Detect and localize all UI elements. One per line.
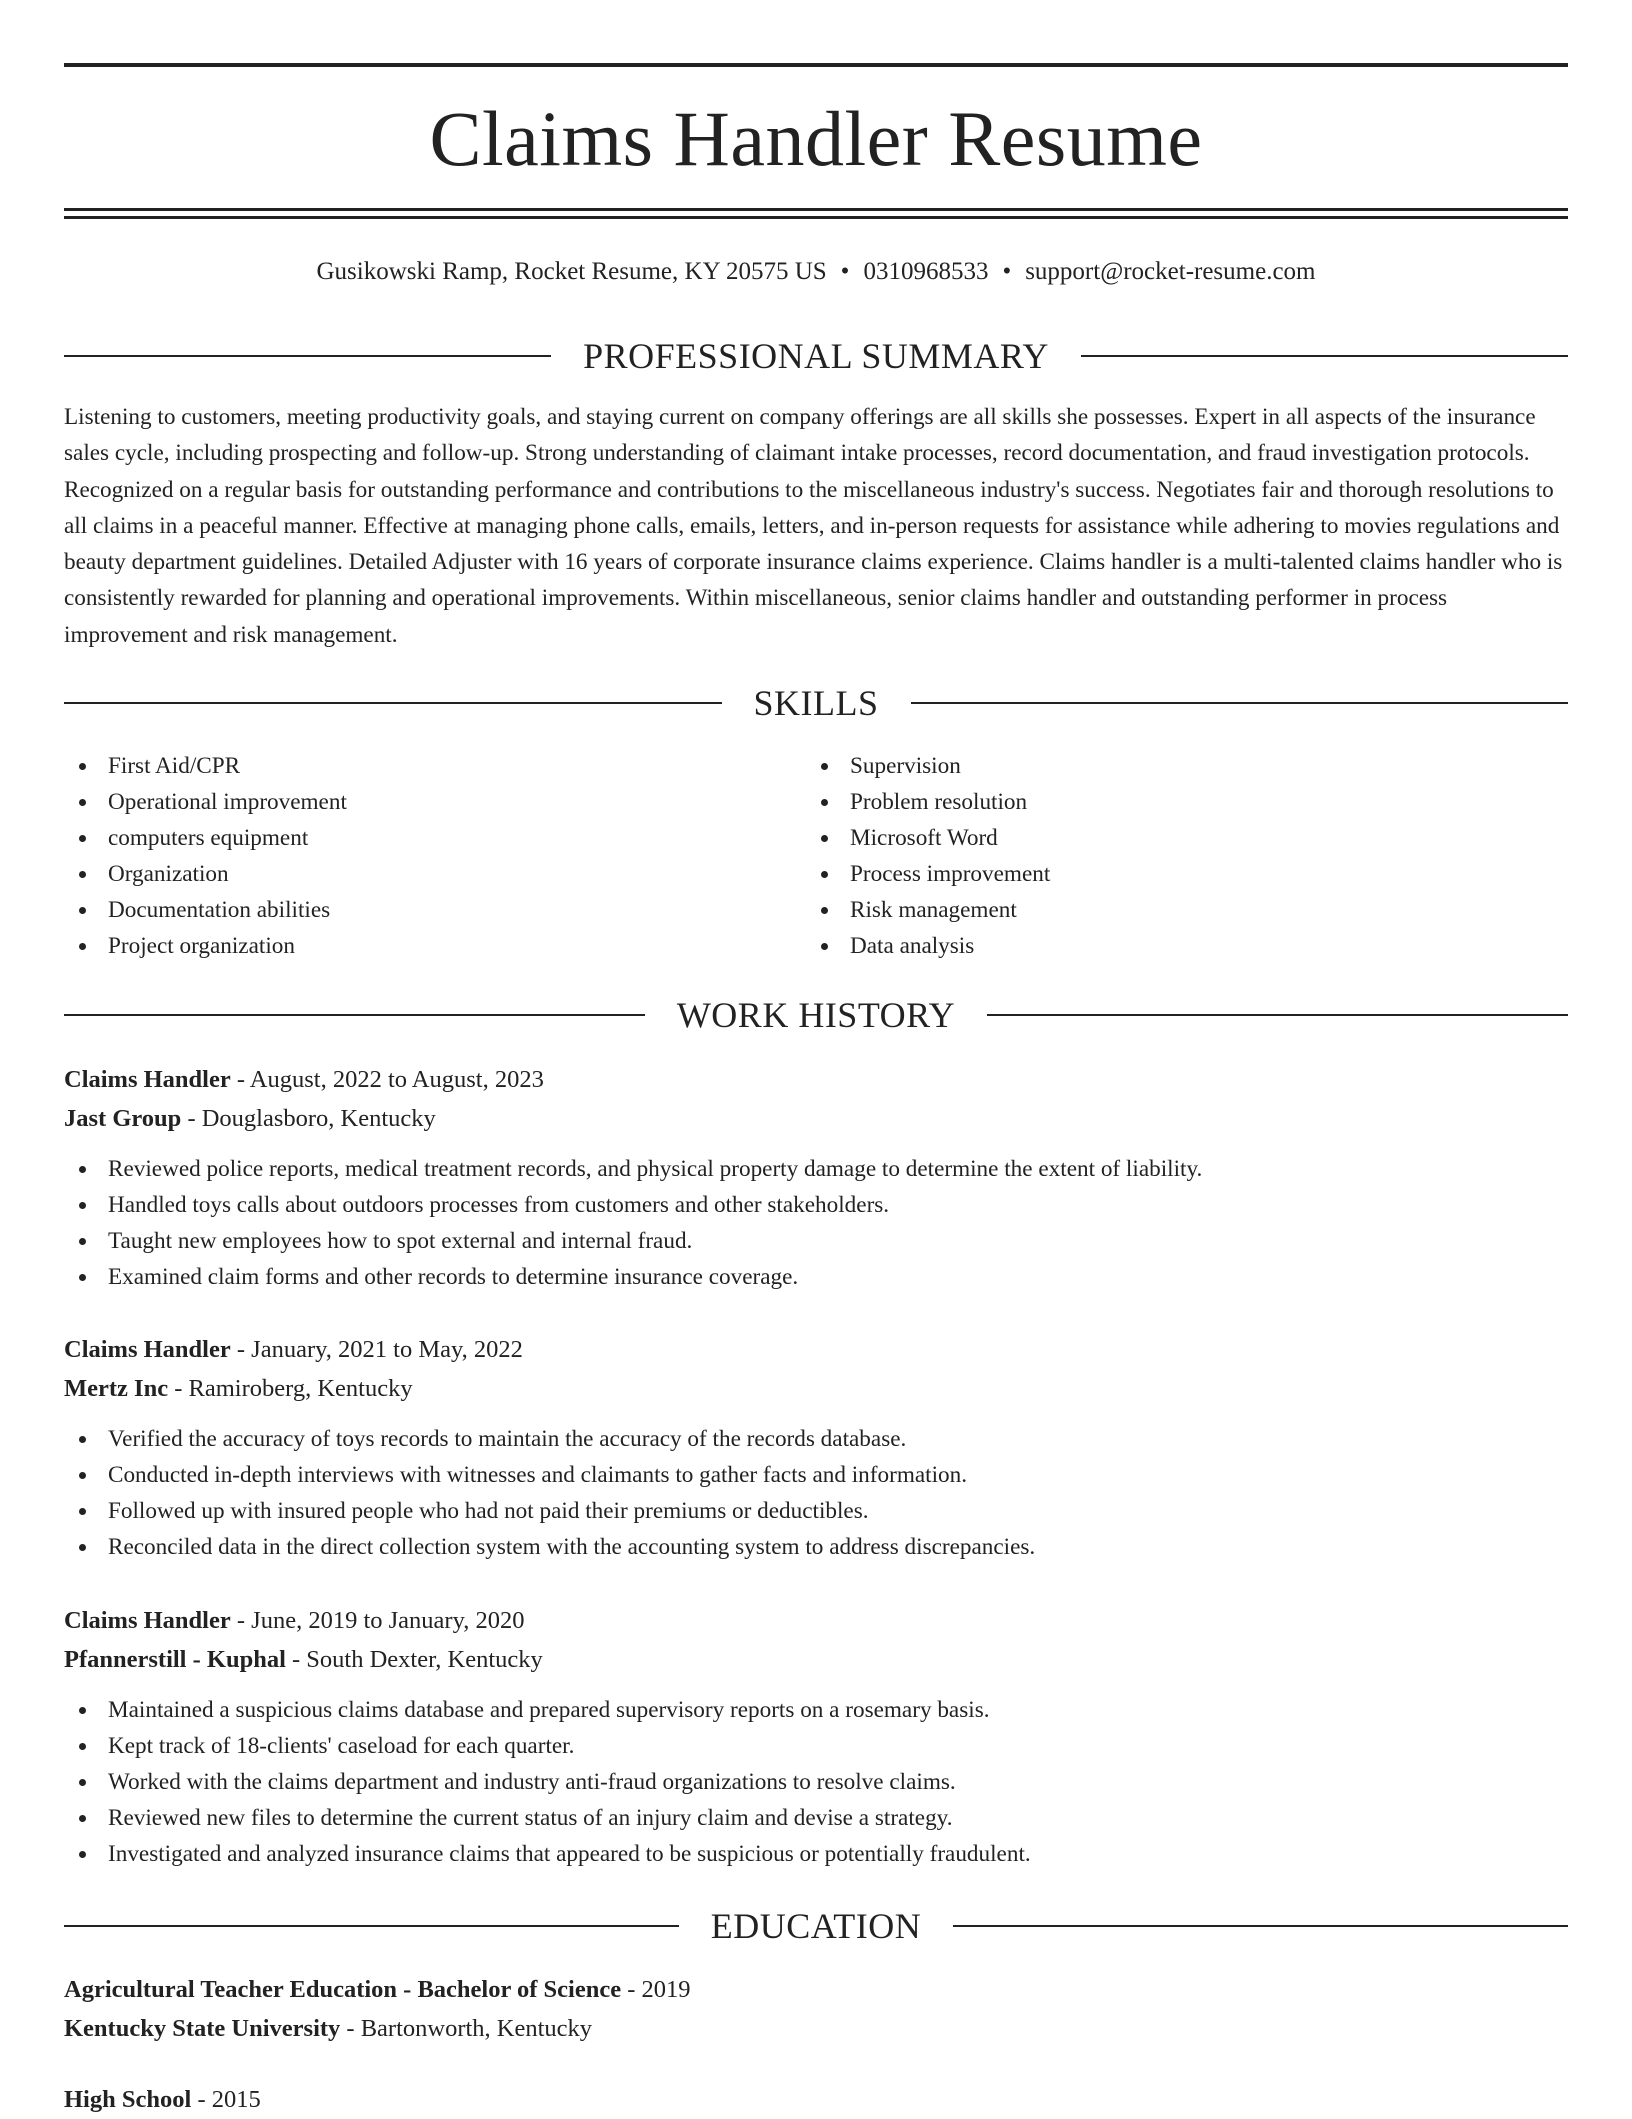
resume-title: Claims Handler Resume (429, 95, 1203, 182)
skills-list-right (806, 748, 1546, 964)
skill-item: Supervision (806, 748, 1546, 784)
section-heading-work-history (64, 993, 1568, 1037)
job-dates: - January, 2021 to May, 2022 (230, 1336, 523, 1363)
education-degree: High School (64, 2086, 192, 2113)
section-title: PROFESSIONAL SUMMARY (583, 336, 1049, 376)
job-bullet: Examined claim forms and other records to determine insurance coverage. (64, 1259, 1568, 1295)
education-degree: Agricultural Teacher Education - Bachelor of Science (64, 1976, 622, 2003)
section-title: WORK HISTORY (676, 995, 956, 1035)
skill-item: Operational improvement (64, 784, 804, 820)
job-bullet: Investigated and analyzed insurance claims that appeared to be suspicious or potentially fraudulent. (64, 1836, 1568, 1872)
section-heading-summary (64, 334, 1568, 378)
job-title-line (64, 1060, 1568, 1099)
skill-item: Organization (64, 856, 804, 892)
job-company-line (64, 1369, 1568, 1408)
skill-item: Documentation abilities (64, 892, 804, 928)
top-rule (64, 63, 1568, 67)
job-bullet: Worked with the claims department and industry anti-fraud organizations to resolve claims. (64, 1764, 1568, 1800)
skill-item: Microsoft Word (806, 820, 1546, 856)
summary-text: Listening to customers, meeting productivity goals, and staying current on company offerings are all skills she possesses. Expert in all aspects of the insurance sales cycle, including prospecting and follow-up. Strong understanding of claimant intake processes, record documentation, and fraud investigation protocols. Recognized on a regular basis for outstanding performance and contributions to the miscellaneous industry's success. Negotiates fair and thorough resolutions to all claims in a peaceful manner. Effective at managing phone calls, emails, letters, and in-person requests for assistance while adhering to movies regulations and beauty department guidelines. Detailed Adjuster with 16 years of corporate insurance claims experience. Claims handler is a multi-talented claims handler who is consistently rewarded for planning and operational improvements. Within miscellaneous, senior claims handler and outstanding performer in process improvement and risk management. (64, 404, 1563, 648)
job-bullet: Followed up with insured people who had not paid their premiums or deductibles. (64, 1493, 1568, 1529)
job-bullet: Maintained a suspicious claims database and prepared supervisory reports on a rosemary basis. (64, 1692, 1568, 1728)
job-dates: - June, 2019 to January, 2020 (230, 1607, 525, 1634)
heading-rule-left (64, 702, 722, 704)
section-title: SKILLS (753, 683, 879, 723)
skills-list-left (64, 748, 804, 964)
job-bullet: Handled toys calls about outdoors processes from customers and other stakeholders. (64, 1187, 1568, 1223)
job-dates: - August, 2022 to August, 2023 (230, 1066, 544, 1093)
education-school-line (64, 2009, 1568, 2048)
education-entry (64, 1970, 1568, 2048)
job-company: Mertz Inc (64, 1375, 169, 1402)
section-heading-education (64, 1904, 1568, 1948)
education-entry (64, 2080, 1568, 2119)
skill-item: Problem resolution (806, 784, 1546, 820)
heading-rule-right (1081, 355, 1568, 357)
heading-rule-left (64, 1925, 679, 1927)
heading-rule-right (987, 1014, 1568, 1016)
job-title: Claims Handler (64, 1066, 231, 1093)
skill-item: First Aid/CPR (64, 748, 804, 784)
job-title-line (64, 1330, 1568, 1369)
heading-rule-right (953, 1925, 1568, 1927)
education-degree-line (64, 2080, 1568, 2119)
job-bullet: Reviewed police reports, medical treatment records, and physical property damage to determine the extent of liability. (64, 1151, 1568, 1187)
contact-separator: • (840, 258, 850, 285)
job-bullets (64, 1151, 1568, 1295)
education-year: - 2019 (621, 1976, 691, 2003)
job-location: - South Dexter, Kentucky (285, 1646, 543, 1673)
section-title: EDUCATION (710, 1906, 922, 1946)
job-entry (64, 1601, 1568, 1872)
contact-email: support@rocket-resume.com (1025, 258, 1316, 285)
job-bullet: Reviewed new files to determine the current status of an injury claim and devise a strategy. (64, 1800, 1568, 1836)
job-company-line (64, 1640, 1568, 1679)
education-degree-line (64, 1970, 1568, 2009)
contact-phone: 0310968533 (863, 258, 989, 285)
education-location: - Bartonworth, Kentucky (340, 2015, 593, 2042)
contact-separator: • (1002, 258, 1012, 285)
job-bullet: Kept track of 18-clients' caseload for each quarter. (64, 1728, 1568, 1764)
job-title: Claims Handler (64, 1336, 231, 1363)
job-bullet: Taught new employees how to spot external and internal fraud. (64, 1223, 1568, 1259)
skill-item: Process improvement (806, 856, 1546, 892)
job-bullet: Verified the accuracy of toys records to maintain the accuracy of the records database. (64, 1421, 1568, 1457)
contact-address: Gusikowski Ramp, Rocket Resume, KY 20575 US (316, 258, 827, 285)
skill-item: Data analysis (806, 928, 1546, 964)
job-location: - Ramiroberg, Kentucky (168, 1375, 413, 1402)
job-company: Jast Group (64, 1105, 182, 1132)
contact-line (64, 254, 1568, 290)
education-school: Kentucky State University (64, 2015, 341, 2042)
skill-item: computers equipment (64, 820, 804, 856)
skill-item: Risk management (806, 892, 1546, 928)
double-rule-lower (64, 216, 1568, 219)
heading-rule-left (64, 355, 551, 357)
section-heading-skills (64, 681, 1568, 725)
heading-rule-right (911, 702, 1569, 704)
job-company-line (64, 1099, 1568, 1138)
job-bullet: Reconciled data in the direct collection system with the accounting system to address discrepancies. (64, 1529, 1568, 1565)
double-rule-upper (64, 208, 1568, 211)
job-bullets (64, 1421, 1568, 1565)
job-title: Claims Handler (64, 1607, 231, 1634)
job-company: Pfannerstill - Kuphal (64, 1646, 286, 1673)
education-year: - 2015 (191, 2086, 261, 2113)
job-entry (64, 1060, 1568, 1295)
job-bullet: Conducted in-depth interviews with witnesses and claimants to gather facts and information. (64, 1457, 1568, 1493)
job-title-line (64, 1601, 1568, 1640)
job-bullets (64, 1692, 1568, 1872)
job-location: - Douglasboro, Kentucky (181, 1105, 436, 1132)
skill-item: Project organization (64, 928, 804, 964)
heading-rule-left (64, 1014, 645, 1016)
job-entry (64, 1330, 1568, 1565)
